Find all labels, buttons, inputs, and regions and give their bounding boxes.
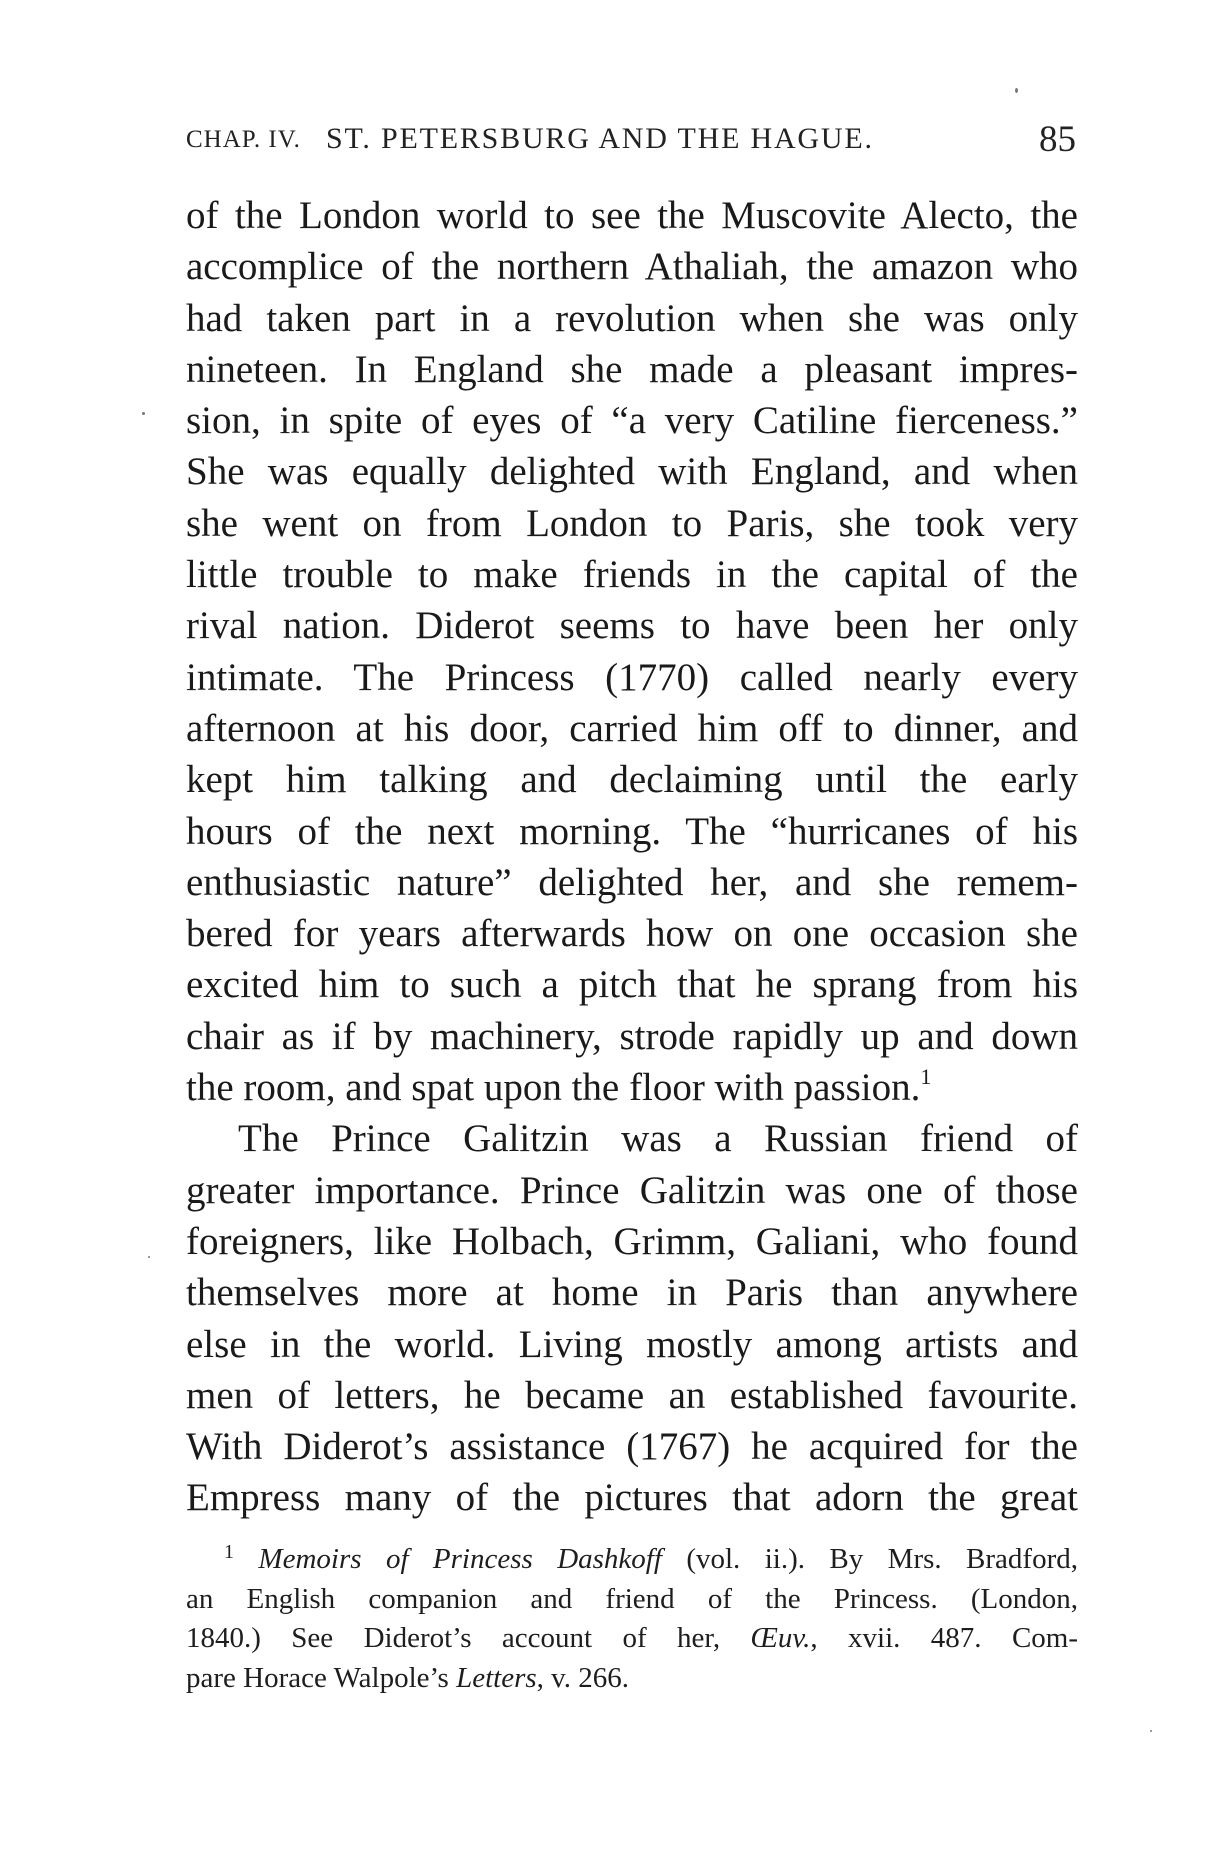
text-line: men of letters, he became an established favourite. [186, 1373, 1078, 1417]
body-text [186, 190, 1078, 1524]
running-title: ST. PETERSBURG AND THE HAGUE. [326, 122, 874, 155]
footnote-cited-title: Memoirs of Princess Dashkoff [258, 1543, 662, 1575]
footnote-cited-work: Œuv. [750, 1622, 811, 1654]
scan-speck [142, 412, 145, 415]
footnote-text: , xvii. 487. Com- [810, 1622, 1079, 1654]
footnote-reference: 1 [920, 1064, 932, 1090]
text-line: She was equally delighted with England, and when [186, 450, 1078, 494]
scan-speck [1015, 88, 1018, 93]
running-head [186, 118, 1076, 168]
text-line: little trouble to make friends in the capital of the [186, 553, 1078, 597]
page-number: 85 [1039, 119, 1076, 160]
text-line: kept him talking and declaiming until the early [186, 758, 1078, 802]
footnote-cited-work: Letters [456, 1661, 537, 1694]
chapter-label: CHAP. IV. [186, 126, 301, 153]
text-line: rival nation. Diderot seems to have been her only [186, 604, 1078, 648]
text-line: Empress many of the pictures that adorn the great [186, 1476, 1078, 1520]
text-line: foreigners, like Holbach, Grimm, Galiani, who found [186, 1219, 1078, 1263]
scan-speck [1150, 1730, 1152, 1732]
paragraph-end-line [186, 1062, 1078, 1113]
footnote-text: 1840.) See Diderot’s account of her, [186, 1622, 751, 1654]
text-line: accomplice of the northern Athaliah, the amazon who [186, 245, 1078, 289]
footnote-text: (vol. ii.). By Mrs. Bradford, [661, 1543, 1078, 1575]
text-line: of the London world to see the Muscovite Alecto, the [186, 194, 1078, 237]
text-line: she went on from London to Paris, she took very [186, 501, 1078, 545]
text-line: nineteen. In England she made a pleasant impres- [186, 347, 1078, 391]
footnote-text: , v. 266. [536, 1661, 630, 1694]
text-line: the room, and spat upon the floor with passion. [186, 1066, 921, 1110]
text-line: greater importance. Prince Galitzin was one of those [186, 1168, 1078, 1212]
footnote-line: an English companion and friend of the Princess. (London, [186, 1582, 1078, 1615]
text-line: had taken part in a revolution when she was only [186, 296, 1078, 340]
text-line: themselves more at home in Paris than anywhere [186, 1271, 1078, 1315]
text-line: With Diderot’s assistance (1767) he acquired for the [186, 1425, 1078, 1469]
text-line: else in the world. Living mostly among artists and [186, 1322, 1078, 1366]
footnote-text: pare Horace Walpole’s [186, 1661, 457, 1694]
footnote-marker: 1 [224, 1541, 234, 1563]
text-line: excited him to such a pitch that he sprang from his [186, 963, 1078, 1007]
footnote-line [186, 1659, 1078, 1699]
text-line: sion, in spite of eyes of “a very Catiline fierceness.” [186, 399, 1078, 443]
text-line: The Prince Galitzin was a Russian friend of [238, 1117, 1078, 1161]
text-line: chair as if by machinery, strode rapidly up and down [186, 1014, 1078, 1058]
text-line: intimate. The Princess (1770) called nearly every [186, 655, 1078, 699]
footnote-line [186, 1540, 1078, 1580]
footnote [186, 1540, 1078, 1698]
text-line: afternoon at his door, carried him off to dinner, and [186, 706, 1078, 750]
text-line: bered for years afterwards how on one occasion she [186, 912, 1078, 956]
footnote-line [186, 1619, 1078, 1659]
scan-speck [148, 1256, 150, 1258]
text-line: enthusiastic nature” delighted her, and she remem- [186, 860, 1078, 904]
text-line: hours of the next morning. The “hurricanes of his [186, 809, 1078, 853]
